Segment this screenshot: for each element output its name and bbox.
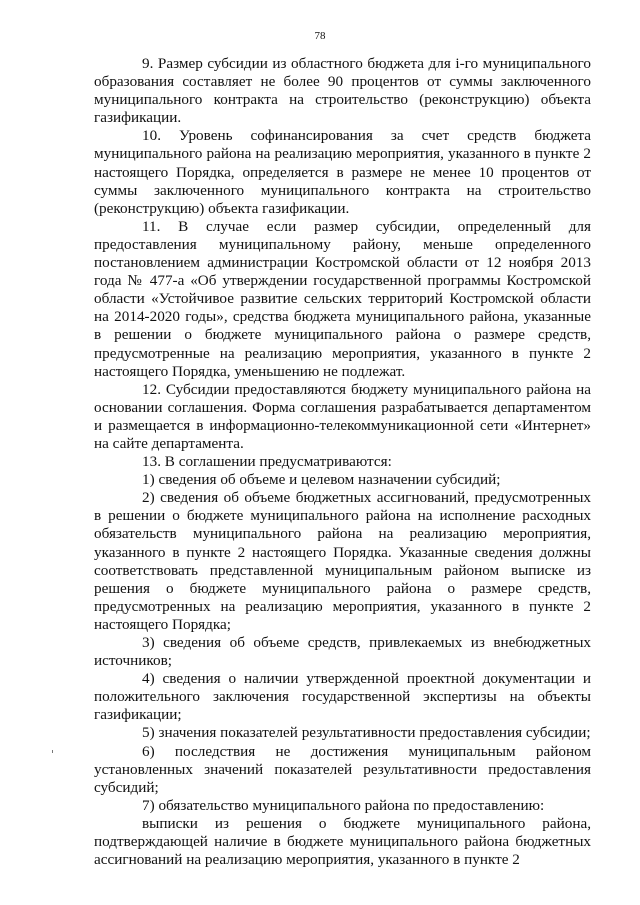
paragraph-12: 12. Субсидии предоставляются бюджету муниципального района на основании соглашения. Форма соглашения разрабатывается департаментом и размещается в информационно-телекоммуникационной сети «Интернет» на сайте департамента. — [94, 380, 591, 452]
paragraph-11: 11. В случае если размер субсидии, определенный для предоставления муниципальному району, меньше определенного постановлением администрации Костромской области от 12 ноября 2013 года № 477-а «Об утверждении государственной программы Костромской области «Устойчивое развитие сельских территорий Костромской области на 2014-2020 годы», средства бюджета муниципального района, указанные в решении о бюджете муниципального района о размере средств, предусмотренные на реализацию мероприятия, указанного в пункте 2 настоящего Порядка, уменьшению не подлежат. — [94, 217, 591, 380]
paragraph-13: 13. В соглашении предусматриваются: — [142, 453, 392, 471]
list-item-2: 2) сведения об объеме бюджетных ассигнований, предусмотренных в решении о бюджете муниципального района на исполнение расходных обязательств муниципального района на реализацию мероприятия, указанного в пункте 2 настоящего Порядка. Указанные сведения должны соответствовать представленной муниципальным районом выписке из решения о бюджете муниципального района о размере средств, предусмотренных на реализацию мероприятия, указанного в пункте 2 настоящего Порядка; — [94, 489, 591, 633]
paragraph-9: 9. Размер субсидии из областного бюджета для i-го муниципального образования составляет не более 90 процентов от суммы заключенного муниципального контракта на строительство (реконструкцию) объекта газификации. — [94, 55, 591, 127]
list-item-3: 3) сведения об объеме средств, привлекаемых из внебюджетных источников; — [94, 634, 591, 670]
scan-artifact — [52, 750, 53, 753]
list-item-4: 4) сведения о наличии утвержденной проектной документации и положительного заключения государственной экспертизы на объекты газификации; — [94, 670, 591, 724]
paragraph-10: 10. Уровень софинансирования за счет средств бюджета муниципального района на реализацию мероприятия, указанного в пункте 2 настоящего Порядка, определяется в размере не менее 10 процентов от суммы заключенного муниципального контракта на строительство (реконструкцию) объекта газификации. — [94, 127, 591, 217]
list-item-1: 1) сведения об объеме и целевом назначении субсидий; — [142, 471, 501, 489]
list-item-5: 5) значения показателей результативности предоставления субсидии; — [142, 724, 591, 742]
list-item-7: 7) обязательство муниципального района по предоставлению: — [142, 796, 545, 814]
document-body — [94, 55, 591, 868]
page-number: 78 — [314, 30, 326, 42]
list-item-7-continuation: выписки из решения о бюджете муниципального района, подтверждающей наличие в бюджете муниципального района бюджетных ассигнований на реализацию мероприятия, указанного в пункте 2 — [94, 814, 591, 869]
list-item-6: 6) последствия не достижения муниципальным районом установленных значений показателей результативности предоставления субсидий; — [94, 742, 591, 796]
